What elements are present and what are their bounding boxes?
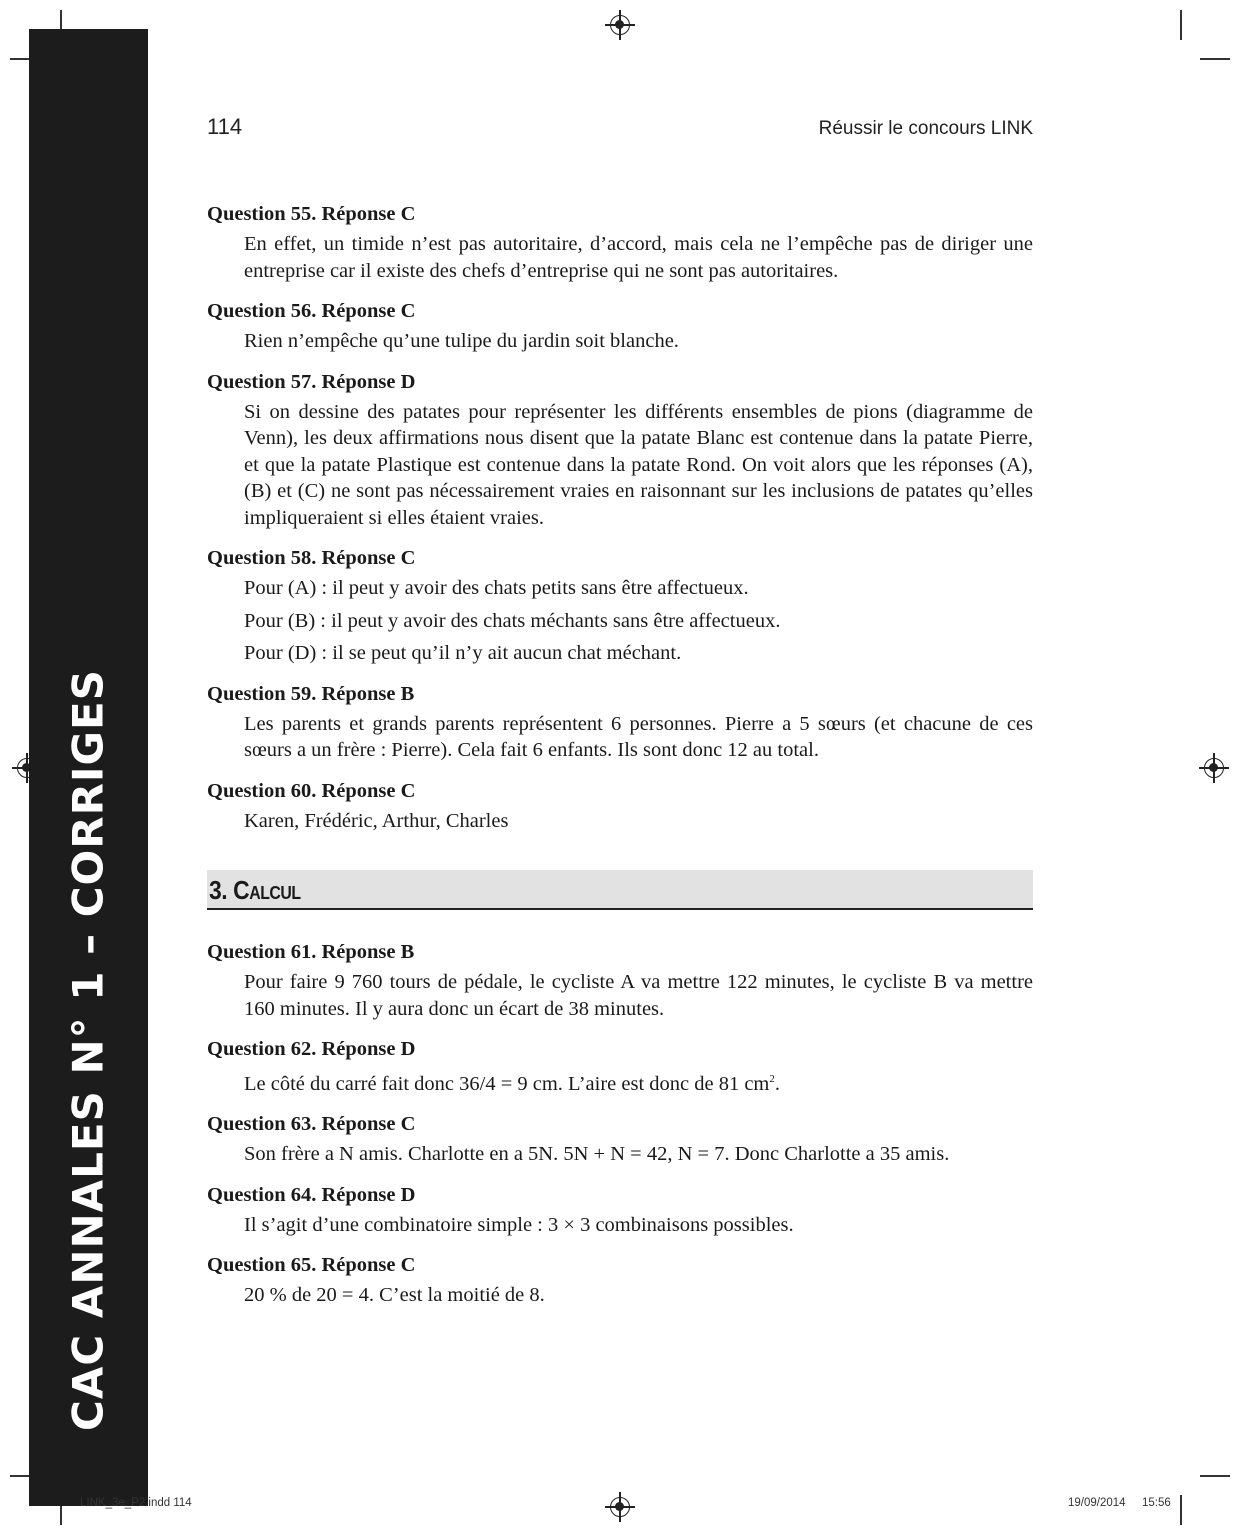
crop-mark xyxy=(1180,10,1182,40)
answer-paragraph: Pour (B) : il peut y avoir des chats méchants sans être affectueux. xyxy=(244,609,781,632)
answer-paragraph: Karen, Frédéric, Arthur, Charles xyxy=(244,809,509,832)
answer-paragraph: 20 % de 20 = 4. C’est la moitié de 8. xyxy=(244,1284,545,1307)
answer-body xyxy=(207,1212,1033,1239)
answer-body xyxy=(207,711,1033,764)
question-item xyxy=(207,777,1033,835)
book-title: Réussir le concours LINK xyxy=(818,118,1033,139)
question-item xyxy=(207,1181,1033,1239)
answer-paragraph: Rien n’empêche qu’une tulipe du jardin soit blanche. xyxy=(244,330,679,352)
answer-body xyxy=(207,399,1033,532)
questions-block xyxy=(207,200,1033,834)
answer-body xyxy=(207,808,1033,835)
question-title: Question 58. Réponse C xyxy=(207,547,416,569)
question-title: Question 59. Réponse B xyxy=(207,682,415,705)
answer-text: Le côté du carré fait donc 36/4 = 9 cm. L’aire est donc de 81 cm xyxy=(244,1072,770,1095)
answer-body xyxy=(207,969,1033,1022)
question-item xyxy=(207,1035,1033,1097)
answer-text: . xyxy=(774,1072,781,1095)
answer-body xyxy=(207,1066,1033,1097)
section-title: 3. Calcul xyxy=(209,875,301,905)
answer-paragraph: Pour (D) : il se peut qu’il n’y ait aucun chat méchant. xyxy=(244,642,682,664)
slug-time: 15:56 xyxy=(1142,1497,1171,1509)
answer-paragraph: Pour faire 9 760 tours de pédale, le cycliste A va mettre 122 minutes, le cycliste B va mettre 160 minutes. Il y aura donc un écart de 38 minutes. xyxy=(244,971,1033,1020)
question-title: Question 60. Réponse C xyxy=(207,779,416,802)
question-title: Question 57. Réponse D xyxy=(207,370,416,393)
answer-paragraph: Son frère a N amis. Charlotte en a 5N. 5N + N = 42, N = 7. Donc Charlotte a 35 amis. xyxy=(244,1143,950,1166)
slug-file: LINK_3e_P2.indd 114 xyxy=(80,1497,192,1509)
question-title: Question 56. Réponse C xyxy=(207,300,416,322)
answer-body xyxy=(207,575,1033,667)
crop-mark xyxy=(1180,1495,1182,1525)
answer-paragraph: Pour (A) : il peut y avoir des chats petits sans être affectueux. xyxy=(244,577,749,599)
crop-mark xyxy=(1200,58,1230,60)
registration-mark-icon xyxy=(610,1497,630,1517)
question-title: Question 55. Réponse C xyxy=(207,203,416,225)
answer-body xyxy=(207,1282,1033,1309)
answer-body xyxy=(207,231,1033,284)
answer-paragraph: Les parents et grands parents représentent 6 personnes. Pierre a 5 sœurs (et chacune de ces sœurs a un frère : Pierre). Cela fait 6 enfants. Ils sont donc 12 au total. xyxy=(244,712,1033,761)
registration-mark-icon xyxy=(1204,758,1224,778)
crop-mark xyxy=(1200,1475,1230,1477)
question-item xyxy=(207,544,1033,667)
question-title: Question 64. Réponse D xyxy=(207,1183,416,1206)
registration-mark-icon xyxy=(610,15,630,35)
answer-paragraph: En effet, un timide n’est pas autoritaire, d’accord, mais cela ne l’empêche pas de diriger une entreprise car il existe des chefs d’entreprise qui ne sont pas autoritaires. xyxy=(244,233,1033,282)
answer-paragraph: Si on dessine des patates pour représenter les différents ensembles de pions (diagramme de Venn), les deux affirmations nous disent que la patate Blanc est contenue dans la patate Pierre, et que la patate Plastique est contenue dans la patate Rond. On voit alors que les réponses (A), (B) et (C) ne sont pas nécessairement vraies en raisonnant sur les inclusions de patates qu’elles impliqueraient si elles étaient vraies. xyxy=(244,400,1033,529)
question-item xyxy=(207,680,1033,764)
question-title: Question 61. Réponse B xyxy=(207,941,415,963)
question-item xyxy=(207,1110,1033,1168)
answer-paragraph: Il s’agit d’une combinatoire simple : 3 × 3 combinaisons possibles. xyxy=(244,1213,794,1236)
question-item xyxy=(207,200,1033,284)
page-number: 114 xyxy=(207,114,243,139)
sidebar-title: CAC ANNALES N° 1 – CORRIGES xyxy=(63,669,113,1431)
answer-paragraph xyxy=(244,1066,1033,1097)
page-content xyxy=(207,200,1033,1322)
superscript: 2 xyxy=(769,1073,775,1085)
question-item xyxy=(207,297,1033,355)
answer-body xyxy=(207,328,1033,355)
question-item xyxy=(207,1251,1033,1309)
question-title: Question 62. Réponse D xyxy=(207,1038,416,1060)
question-item xyxy=(207,368,1033,532)
section-header xyxy=(207,870,1033,910)
questions-block xyxy=(207,938,1033,1309)
slug-date: 19/09/2014 xyxy=(1068,1497,1126,1509)
answer-body xyxy=(207,1141,1033,1168)
question-item xyxy=(207,938,1033,1022)
question-title: Question 65. Réponse C xyxy=(207,1254,416,1277)
question-title: Question 63. Réponse C xyxy=(207,1113,416,1136)
